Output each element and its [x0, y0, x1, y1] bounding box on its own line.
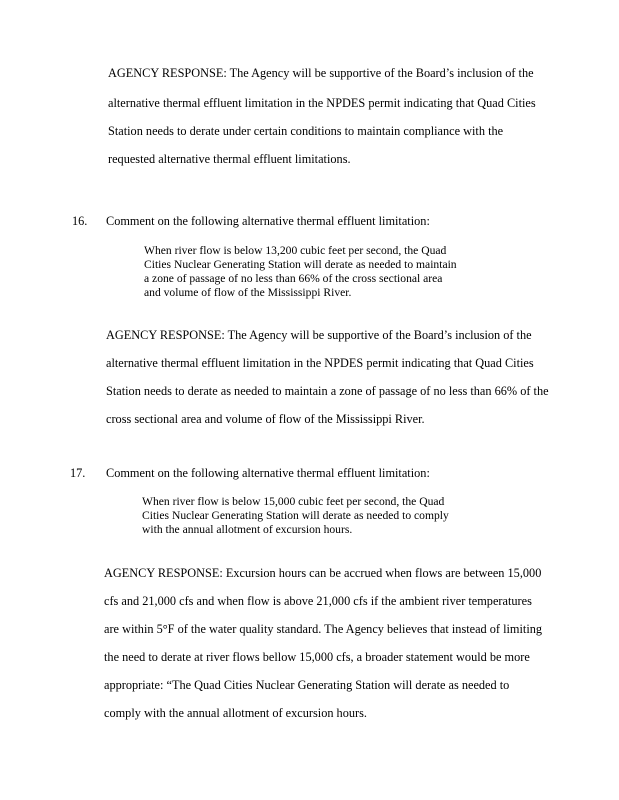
item-16-intro: Comment on the following alternative thermal effluent limitation:	[106, 214, 430, 228]
item-17-response-line-2: cfs and 21,000 cfs and when flow is above 21,000 cfs if the ambient river temperatures	[104, 594, 532, 608]
item-16-quote-line-1: When river flow is below 13,200 cubic feet per second, the Quad	[144, 244, 447, 257]
item-17-response-line-6: comply with the annual allotment of excursion hours.	[104, 706, 367, 720]
item-16-number: 16.	[72, 214, 88, 228]
item-17-number: 17.	[70, 466, 86, 480]
item-16-quote-line-4: and volume of flow of the Mississippi River.	[144, 286, 352, 299]
item-17-response-line-3: are within 5°F of the water quality standard. The Agency believes that instead of limiting	[104, 622, 543, 636]
item-17-intro: Comment on the following alternative thermal effluent limitation:	[106, 466, 430, 480]
item-16-response-line-2: alternative thermal effluent limitation in the NPDES permit indicating that Quad Cities	[106, 356, 534, 370]
item-16-response-line-4: cross sectional area and volume of flow of the Mississippi River.	[106, 412, 425, 426]
item-17-quote-line-2: Cities Nuclear Generating Station will derate as needed to comply	[142, 509, 449, 522]
item-17-quote-line-3: with the annual allotment of excursion hours.	[142, 523, 353, 536]
response-1-line-2: alternative thermal effluent limitation in the NPDES permit indicating that Quad Cities	[108, 96, 536, 110]
item-17-response-line-4: the need to derate at river flows bellow 15,000 cfs, a broader statement would be more	[104, 650, 530, 664]
item-17-response-line-1: AGENCY RESPONSE: Excursion hours can be accrued when flows are between 15,000	[104, 566, 542, 580]
item-16-response-line-1: AGENCY RESPONSE: The Agency will be supportive of the Board’s inclusion of the	[106, 328, 532, 342]
item-16-quote-line-3: a zone of passage of no less than 66% of the cross sectional area	[144, 272, 443, 285]
item-17-response-line-5: appropriate: “The Quad Cities Nuclear Generating Station will derate as needed to	[104, 678, 510, 692]
item-16-response-line-3: Station needs to derate as needed to maintain a zone of passage of no less than 66% of the	[106, 384, 549, 398]
item-17-quote-line-1: When river flow is below 15,000 cubic feet per second, the Quad	[142, 495, 445, 508]
response-1-line-3: Station needs to derate under certain conditions to maintain compliance with the	[108, 124, 504, 138]
item-16-quote-line-2: Cities Nuclear Generating Station will derate as needed to maintain	[144, 258, 457, 271]
response-1-line-1: AGENCY RESPONSE: The Agency will be supportive of the Board’s inclusion of the	[108, 66, 534, 80]
response-1-line-4: requested alternative thermal effluent limitations.	[108, 152, 351, 166]
